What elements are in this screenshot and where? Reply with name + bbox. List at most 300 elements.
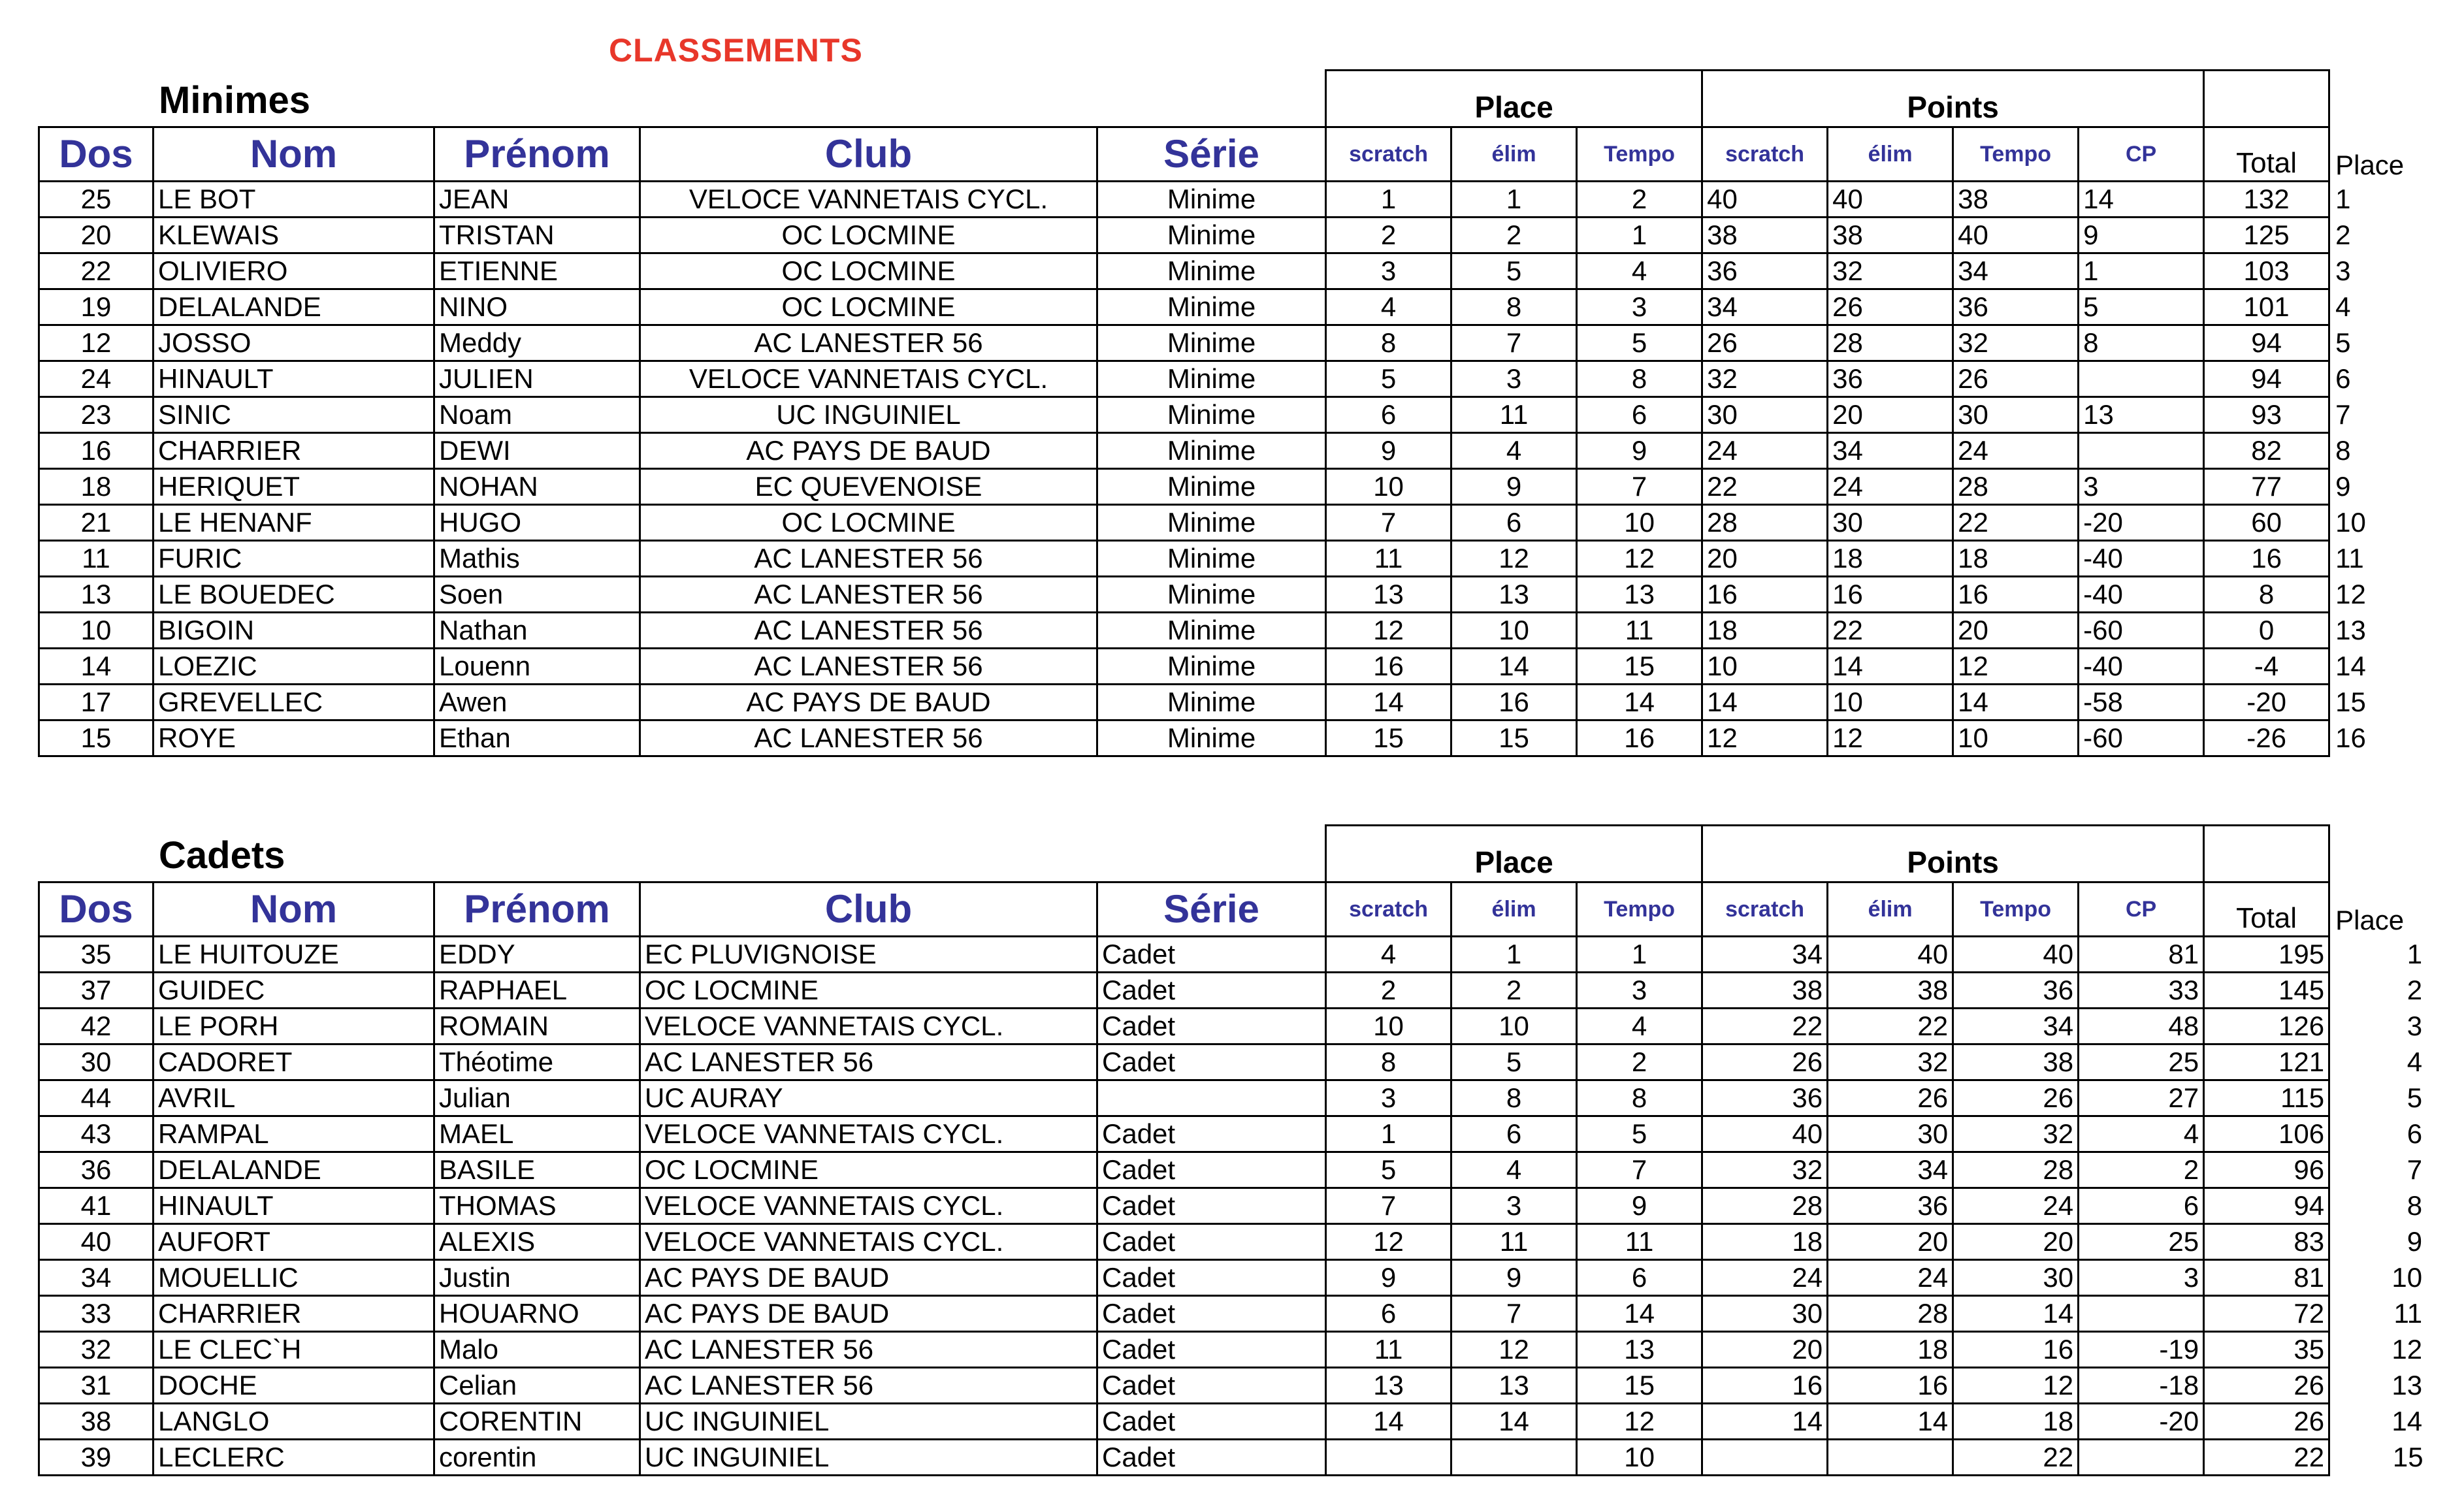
section-title: Minimes — [159, 79, 311, 121]
club-cell: UC INGUINIEL — [640, 1404, 1097, 1440]
points-cp-cell: -18 — [2079, 1368, 2204, 1404]
place-scratch-cell: 10 — [1326, 469, 1451, 505]
prenom-cell: Malo — [434, 1332, 640, 1368]
serie-cell: Minime — [1097, 289, 1326, 325]
group-header-row — [39, 826, 2427, 882]
total-cell: 195 — [2204, 937, 2329, 973]
points-scratch-cell: 32 — [1702, 361, 1828, 397]
dos-cell: 43 — [39, 1116, 154, 1152]
points-elim-cell: 22 — [1828, 613, 1953, 649]
header-points-cp: CP — [2079, 882, 2204, 937]
total-cell: 121 — [2204, 1044, 2329, 1080]
serie-cell: Cadet — [1097, 937, 1326, 973]
total-cell: 126 — [2204, 1009, 2329, 1044]
total-cell: 60 — [2204, 505, 2329, 541]
serie-cell: Minime — [1097, 613, 1326, 649]
points-tempo-cell: 14 — [1953, 685, 2079, 720]
club-cell: AC LANESTER 56 — [640, 1368, 1097, 1404]
points-cp-cell: 2 — [2079, 1152, 2204, 1188]
place-scratch-cell: 16 — [1326, 649, 1451, 685]
points-cp-cell: -40 — [2079, 649, 2204, 685]
points-cp-cell: 27 — [2079, 1080, 2204, 1116]
place-scratch-cell: 13 — [1326, 1368, 1451, 1404]
serie-cell: Cadet — [1097, 1009, 1326, 1044]
club-cell: EC PLUVIGNOISE — [640, 937, 1097, 973]
points-scratch-cell: 16 — [1702, 1368, 1828, 1404]
serie-cell: Minime — [1097, 649, 1326, 685]
points-scratch-cell: 34 — [1702, 937, 1828, 973]
serie-cell: Cadet — [1097, 1116, 1326, 1152]
place-elim-cell: 3 — [1451, 1188, 1577, 1224]
prenom-cell: Awen — [434, 685, 640, 720]
place-cell: 1 — [2335, 184, 2351, 214]
column-header-row — [39, 127, 2427, 182]
total-cell: 103 — [2204, 253, 2329, 289]
dos-cell: 34 — [39, 1260, 154, 1296]
serie-cell: Cadet — [1097, 1368, 1326, 1404]
total-cell: 115 — [2204, 1080, 2329, 1116]
points-cp-cell — [2079, 361, 2204, 397]
serie-cell: Cadet — [1097, 1332, 1326, 1368]
table-row — [39, 433, 2427, 469]
points-tempo-cell: 28 — [1953, 469, 2079, 505]
nom-cell: DOCHE — [154, 1368, 434, 1404]
points-elim-cell: 16 — [1828, 1368, 1953, 1404]
serie-cell: Minime — [1097, 541, 1326, 577]
nom-cell: GUIDEC — [154, 973, 434, 1009]
dos-cell: 10 — [39, 613, 154, 649]
place-elim-cell: 12 — [1451, 1332, 1577, 1368]
prenom-cell: TRISTAN — [434, 218, 640, 253]
prenom-cell: EDDY — [434, 937, 640, 973]
dos-cell: 20 — [39, 218, 154, 253]
points-tempo-cell: 36 — [1953, 973, 2079, 1009]
place-cell: 14 — [2391, 1406, 2423, 1436]
place-tempo-cell: 12 — [1577, 1404, 1702, 1440]
points-scratch-cell: 30 — [1702, 397, 1828, 433]
prenom-cell: Théotime — [434, 1044, 640, 1080]
serie-cell: Minime — [1097, 577, 1326, 613]
points-group-header: Points — [1702, 71, 2204, 127]
points-tempo-cell: 26 — [1953, 361, 2079, 397]
place-tempo-cell: 13 — [1577, 577, 1702, 613]
points-elim-cell: 20 — [1828, 397, 1953, 433]
total-cell: 35 — [2204, 1332, 2329, 1368]
place-elim-cell: 8 — [1451, 289, 1577, 325]
place-scratch-cell: 5 — [1326, 361, 1451, 397]
place-tempo-cell: 1 — [1577, 937, 1702, 973]
table-row — [39, 505, 2427, 541]
nom-cell: LE HENANF — [154, 505, 434, 541]
place-scratch-cell: 13 — [1326, 577, 1451, 613]
serie-cell: Minime — [1097, 397, 1326, 433]
prenom-cell: JULIEN — [434, 361, 640, 397]
page-title: CLASSEMENTS — [609, 32, 863, 69]
place-tempo-cell: 3 — [1577, 289, 1702, 325]
points-tempo-cell: 32 — [1953, 1116, 2079, 1152]
place-cell: 13 — [2391, 1370, 2423, 1400]
nom-cell: OLIVIERO — [154, 253, 434, 289]
total-cell: 22 — [2204, 1440, 2329, 1476]
total-cell: -26 — [2204, 720, 2329, 756]
serie-cell: Minime — [1097, 469, 1326, 505]
nom-cell: CHARRIER — [154, 433, 434, 469]
points-tempo-cell: 22 — [1953, 505, 2079, 541]
place-scratch-cell: 2 — [1326, 218, 1451, 253]
place-elim-cell: 13 — [1451, 577, 1577, 613]
points-tempo-cell: 10 — [1953, 720, 2079, 756]
place-scratch-cell: 4 — [1326, 289, 1451, 325]
points-tempo-cell: 12 — [1953, 1368, 2079, 1404]
points-cp-cell: -60 — [2079, 720, 2204, 756]
dos-cell: 17 — [39, 685, 154, 720]
prenom-cell: HUGO — [434, 505, 640, 541]
table-row — [39, 1152, 2427, 1188]
place-cell: 12 — [2391, 1334, 2423, 1365]
table-row — [39, 720, 2427, 756]
header-serie: Série — [1097, 127, 1326, 182]
header-place-scratch: scratch — [1326, 127, 1451, 182]
club-cell: UC AURAY — [640, 1080, 1097, 1116]
total-cell: 26 — [2204, 1404, 2329, 1440]
nom-cell: LOEZIC — [154, 649, 434, 685]
prenom-cell: BASILE — [434, 1152, 640, 1188]
prenom-cell: Julian — [434, 1080, 640, 1116]
table-row — [39, 1080, 2427, 1116]
group-spacer-right — [2329, 826, 2427, 882]
points-tempo-cell: 18 — [1953, 1404, 2079, 1440]
total-cell: 83 — [2204, 1224, 2329, 1260]
prenom-cell: DEWI — [434, 433, 640, 469]
place-tempo-cell: 5 — [1577, 325, 1702, 361]
dos-cell: 25 — [39, 182, 154, 218]
table-row — [39, 649, 2427, 685]
nom-cell: RAMPAL — [154, 1116, 434, 1152]
place-tempo-cell: 13 — [1577, 1332, 1702, 1368]
points-cp-cell: 3 — [2079, 469, 2204, 505]
club-cell: AC LANESTER 56 — [640, 325, 1097, 361]
place-elim-cell: 10 — [1451, 613, 1577, 649]
place-scratch-cell: 12 — [1326, 1224, 1451, 1260]
points-tempo-cell: 40 — [1953, 218, 2079, 253]
points-elim-cell — [1828, 1440, 1953, 1476]
points-elim-cell: 20 — [1828, 1224, 1953, 1260]
header-points-scratch: scratch — [1702, 882, 1828, 937]
points-scratch-cell: 22 — [1702, 1009, 1828, 1044]
dos-cell: 23 — [39, 397, 154, 433]
points-elim-cell: 18 — [1828, 541, 1953, 577]
nom-cell: SINIC — [154, 397, 434, 433]
nom-cell: ROYE — [154, 720, 434, 756]
points-elim-cell: 18 — [1828, 1332, 1953, 1368]
dos-cell: 33 — [39, 1296, 154, 1332]
total-cell: 94 — [2204, 325, 2329, 361]
nom-cell: AVRIL — [154, 1080, 434, 1116]
nom-cell: LE BOUEDEC — [154, 577, 434, 613]
serie-cell: Cadet — [1097, 1044, 1326, 1080]
points-tempo-cell: 32 — [1953, 325, 2079, 361]
dos-cell: 22 — [39, 253, 154, 289]
points-elim-cell: 14 — [1828, 649, 1953, 685]
place-cell: 8 — [2335, 435, 2351, 466]
prenom-cell: NOHAN — [434, 469, 640, 505]
table-row — [39, 1116, 2427, 1152]
points-scratch-cell: 30 — [1702, 1296, 1828, 1332]
points-cp-cell: -60 — [2079, 613, 2204, 649]
points-scratch-cell: 10 — [1702, 649, 1828, 685]
nom-cell: DELALANDE — [154, 289, 434, 325]
place-scratch-cell: 9 — [1326, 1260, 1451, 1296]
club-cell: VELOCE VANNETAIS CYCL. — [640, 1188, 1097, 1224]
serie-cell: Cadet — [1097, 1188, 1326, 1224]
nom-cell: LE CLEC`H — [154, 1332, 434, 1368]
club-cell: AC LANESTER 56 — [640, 541, 1097, 577]
points-scratch-cell: 24 — [1702, 433, 1828, 469]
points-scratch-cell: 16 — [1702, 577, 1828, 613]
place-tempo-cell: 4 — [1577, 1009, 1702, 1044]
points-tempo-cell: 16 — [1953, 577, 2079, 613]
points-elim-cell: 40 — [1828, 937, 1953, 973]
prenom-cell: Ethan — [434, 720, 640, 756]
place-elim-cell: 4 — [1451, 1152, 1577, 1188]
total-cell: 125 — [2204, 218, 2329, 253]
place-scratch-cell: 11 — [1326, 541, 1451, 577]
header-place-scratch: scratch — [1326, 882, 1451, 937]
points-scratch-cell: 14 — [1702, 1404, 1828, 1440]
place-elim-cell: 2 — [1451, 973, 1577, 1009]
header-total: Total — [2204, 127, 2329, 182]
serie-cell: Cadet — [1097, 1260, 1326, 1296]
place-cell: 8 — [2407, 1190, 2423, 1221]
points-elim-cell: 40 — [1828, 182, 1953, 218]
nom-cell: GREVELLEC — [154, 685, 434, 720]
points-scratch-cell: 26 — [1702, 325, 1828, 361]
place-cell: 10 — [2391, 1262, 2423, 1293]
place-scratch-cell: 8 — [1326, 1044, 1451, 1080]
nom-cell: LE BOT — [154, 182, 434, 218]
total-cell: 101 — [2204, 289, 2329, 325]
place-tempo-cell: 10 — [1577, 1440, 1702, 1476]
place-elim-cell: 3 — [1451, 361, 1577, 397]
points-tempo-cell: 38 — [1953, 1044, 2079, 1080]
points-tempo-cell: 20 — [1953, 613, 2079, 649]
club-cell: AC PAYS DE BAUD — [640, 433, 1097, 469]
dos-cell: 19 — [39, 289, 154, 325]
table-row — [39, 577, 2427, 613]
club-cell: UC INGUINIEL — [640, 397, 1097, 433]
dos-cell: 42 — [39, 1009, 154, 1044]
nom-cell: CADORET — [154, 1044, 434, 1080]
place-cell: 14 — [2335, 651, 2366, 681]
table-row — [39, 541, 2427, 577]
club-cell: OC LOCMINE — [640, 218, 1097, 253]
dos-cell: 13 — [39, 577, 154, 613]
nom-cell: AUFORT — [154, 1224, 434, 1260]
header-prenom: Prénom — [434, 882, 640, 937]
points-scratch-cell — [1702, 1440, 1828, 1476]
points-elim-cell: 10 — [1828, 685, 1953, 720]
place-scratch-cell: 11 — [1326, 1332, 1451, 1368]
points-tempo-cell: 30 — [1953, 1260, 2079, 1296]
points-scratch-cell: 12 — [1702, 720, 1828, 756]
nom-cell: LE HUITOUZE — [154, 937, 434, 973]
place-tempo-cell: 6 — [1577, 397, 1702, 433]
total-cell: -20 — [2204, 685, 2329, 720]
points-cp-cell: 1 — [2079, 253, 2204, 289]
total-group-blank — [2204, 71, 2329, 127]
points-tempo-cell: 24 — [1953, 1188, 2079, 1224]
place-scratch-cell: 7 — [1326, 1188, 1451, 1224]
place-elim-cell: 8 — [1451, 1080, 1577, 1116]
total-cell: 16 — [2204, 541, 2329, 577]
header-total: Total — [2204, 882, 2329, 937]
serie-cell — [1097, 1080, 1326, 1116]
nom-cell: KLEWAIS — [154, 218, 434, 253]
prenom-cell: Nathan — [434, 613, 640, 649]
nom-cell: BIGOIN — [154, 613, 434, 649]
group-spacer-right — [2329, 71, 2427, 127]
club-cell: AC LANESTER 56 — [640, 1332, 1097, 1368]
place-cell: 10 — [2335, 507, 2366, 538]
table-row — [39, 1440, 2427, 1476]
points-cp-cell: -19 — [2079, 1332, 2204, 1368]
points-scratch-cell: 14 — [1702, 685, 1828, 720]
total-cell: 145 — [2204, 973, 2329, 1009]
nom-cell: LECLERC — [154, 1440, 434, 1476]
dos-cell: 35 — [39, 937, 154, 973]
points-elim-cell: 12 — [1828, 720, 1953, 756]
points-scratch-cell: 22 — [1702, 469, 1828, 505]
place-elim-cell: 5 — [1451, 1044, 1577, 1080]
total-cell: 132 — [2204, 182, 2329, 218]
nom-cell: LANGLO — [154, 1404, 434, 1440]
serie-cell: Minime — [1097, 325, 1326, 361]
prenom-cell: corentin — [434, 1440, 640, 1476]
points-elim-cell: 28 — [1828, 325, 1953, 361]
place-elim-cell: 14 — [1451, 1404, 1577, 1440]
points-scratch-cell: 18 — [1702, 613, 1828, 649]
points-elim-cell: 32 — [1828, 253, 1953, 289]
table-row — [39, 613, 2427, 649]
table-row — [39, 397, 2427, 433]
place-cell: 15 — [2335, 687, 2366, 717]
place-elim-cell: 7 — [1451, 1296, 1577, 1332]
serie-cell: Cadet — [1097, 1296, 1326, 1332]
header-nom: Nom — [154, 127, 434, 182]
place-tempo-cell: 14 — [1577, 1296, 1702, 1332]
place-elim-cell: 11 — [1451, 397, 1577, 433]
place-tempo-cell: 8 — [1577, 1080, 1702, 1116]
total-cell: 26 — [2204, 1368, 2329, 1404]
serie-cell: Minime — [1097, 218, 1326, 253]
place-tempo-cell: 11 — [1577, 613, 1702, 649]
table-row — [39, 218, 2427, 253]
place-elim-cell: 6 — [1451, 1116, 1577, 1152]
dos-cell: 12 — [39, 325, 154, 361]
total-cell: -4 — [2204, 649, 2329, 685]
section-title: Cadets — [159, 834, 285, 877]
place-tempo-cell: 5 — [1577, 1116, 1702, 1152]
dos-cell: 39 — [39, 1440, 154, 1476]
points-tempo-cell: 12 — [1953, 649, 2079, 685]
table-row — [39, 685, 2427, 720]
place-elim-cell: 16 — [1451, 685, 1577, 720]
table-row — [39, 973, 2427, 1009]
place-cell: 11 — [2393, 1298, 2423, 1329]
place-cell: 4 — [2407, 1046, 2423, 1077]
dos-cell: 31 — [39, 1368, 154, 1404]
serie-cell: Minime — [1097, 505, 1326, 541]
place-tempo-cell: 9 — [1577, 433, 1702, 469]
points-tempo-cell: 18 — [1953, 541, 2079, 577]
points-tempo-cell: 26 — [1953, 1080, 2079, 1116]
points-elim-cell: 14 — [1828, 1404, 1953, 1440]
place-scratch-cell: 6 — [1326, 397, 1451, 433]
place-scratch-cell: 7 — [1326, 505, 1451, 541]
total-cell: 82 — [2204, 433, 2329, 469]
place-cell: 7 — [2407, 1154, 2423, 1185]
header-points-tempo: Tempo — [1953, 127, 2079, 182]
points-elim-cell: 22 — [1828, 1009, 1953, 1044]
prenom-cell: ALEXIS — [434, 1224, 640, 1260]
dos-cell: 15 — [39, 720, 154, 756]
dos-cell: 38 — [39, 1404, 154, 1440]
group-header-row — [39, 71, 2427, 127]
club-cell: VELOCE VANNETAIS CYCL. — [640, 361, 1097, 397]
header-points-cp: CP — [2079, 127, 2204, 182]
prenom-cell: NINO — [434, 289, 640, 325]
serie-cell: Minime — [1097, 182, 1326, 218]
place-tempo-cell: 11 — [1577, 1224, 1702, 1260]
header-club: Club — [640, 882, 1097, 937]
place-scratch-cell: 15 — [1326, 720, 1451, 756]
place-scratch-cell: 1 — [1326, 182, 1451, 218]
place-cell: 6 — [2335, 363, 2351, 394]
club-cell: OC LOCMINE — [640, 973, 1097, 1009]
place-scratch-cell: 14 — [1326, 685, 1451, 720]
serie-cell: Minime — [1097, 361, 1326, 397]
place-cell: 3 — [2407, 1011, 2423, 1041]
points-cp-cell: 4 — [2079, 1116, 2204, 1152]
total-cell: 8 — [2204, 577, 2329, 613]
points-elim-cell: 38 — [1828, 973, 1953, 1009]
nom-cell: JOSSO — [154, 325, 434, 361]
total-cell: 106 — [2204, 1116, 2329, 1152]
club-cell: AC PAYS DE BAUD — [640, 685, 1097, 720]
points-cp-cell: 81 — [2079, 937, 2204, 973]
place-cell: 15 — [2392, 1442, 2423, 1472]
table-row — [39, 1404, 2427, 1440]
table-row — [39, 1332, 2427, 1368]
place-elim-cell: 12 — [1451, 541, 1577, 577]
points-elim-cell: 32 — [1828, 1044, 1953, 1080]
place-tempo-cell: 8 — [1577, 361, 1702, 397]
points-cp-cell: -40 — [2079, 541, 2204, 577]
header-points-elim: élim — [1828, 127, 1953, 182]
header-dos: Dos — [39, 127, 154, 182]
points-elim-cell: 34 — [1828, 433, 1953, 469]
serie-cell: Minime — [1097, 433, 1326, 469]
table-row — [39, 1188, 2427, 1224]
total-cell: 94 — [2204, 1188, 2329, 1224]
nom-cell: HINAULT — [154, 361, 434, 397]
place-tempo-cell: 7 — [1577, 469, 1702, 505]
header-dos: Dos — [39, 882, 154, 937]
table-row — [39, 1044, 2427, 1080]
total-cell: 94 — [2204, 361, 2329, 397]
place-scratch-cell: 3 — [1326, 1080, 1451, 1116]
total-cell: 96 — [2204, 1152, 2329, 1188]
